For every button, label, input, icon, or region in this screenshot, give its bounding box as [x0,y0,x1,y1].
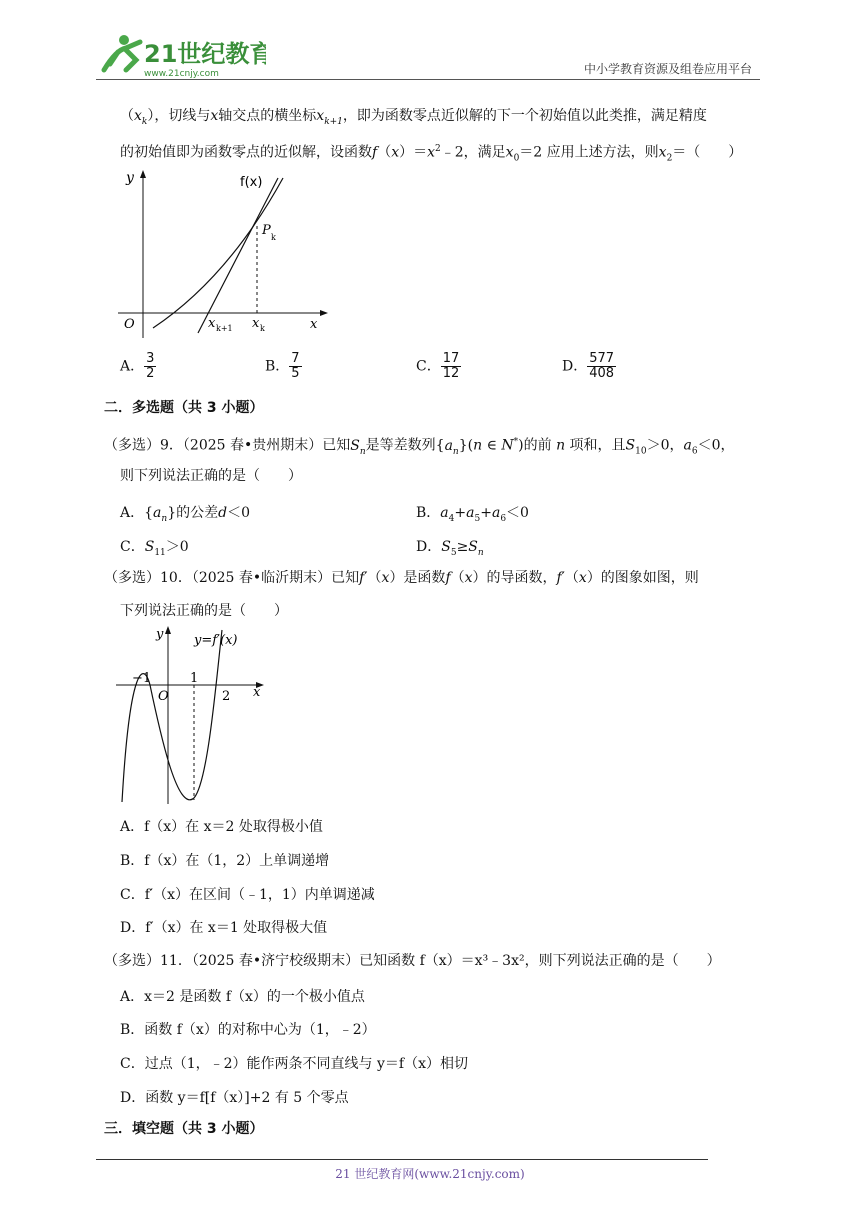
q10-line1: （多选）10．（2025 春•临沂期末）已知f′（x）是函数f（x）的导函数，f′（x）的图象如图，则 [104,570,699,586]
q8-line1: $(x_k)$，切线与x轴交点的横坐标$x_{k+1}$，即为函数零点近似解的下一个初始值以此类推，满足精度 [120,108,707,127]
section-2-title: 二．多选题（共 3 小题） [104,400,264,416]
logo [96,30,266,80]
q8-x-label: x [310,317,318,332]
q9-line1: （多选）9．（2025 春•贵州期末）已知$S_n$是等差数列$\{a_n\}(n$ ∈ N*)的前 n 项和，且$S_{10}>0$，$a_6<0$， [104,437,735,457]
header-platform-text: 中小学教育资源及组卷应用平台 [583,62,752,76]
q10-x-label: x [253,685,261,700]
q9-option-b[interactable]: B．$a_4+a_5+a_6<0$ [416,505,529,524]
q9-line2: 则下列说法正确的是（ ） [120,468,302,484]
q11-option-d[interactable]: D．函数 y＝f[f（x）]+2 有 5 个零点 [120,1090,349,1106]
q11-option-a[interactable]: A．x＝2 是函数 f（x）的一个极小值点 [120,989,365,1005]
footer-text: 21 世纪教育网(www.21cnjy.com) [335,1167,525,1181]
q8-xk1-label: x [208,316,216,331]
logo-sub: www.21cnjy.com [144,69,219,79]
q11-option-c[interactable]: C．过点（1，﹣2）能作两条不同直线与 y＝f（x）相切 [120,1056,468,1072]
q8-pk-sub: k [271,233,276,242]
q10-two-label: 2 [222,689,231,704]
q10-origin-label: O [158,689,169,704]
q8-option-b[interactable]: B． $\frac{7}{5}$ [265,351,300,381]
q8-line2: 的初始值即为函数零点的近似解，设函数$f(x)=x^2﹣2$，满足$x_0=2$ 应用上述方法，则$x_2=$（ ） [120,144,743,164]
q8-fx-label: f(x) [240,175,263,190]
q11-option-b[interactable]: B．函数 f（x）的对称中心为（1，﹣2） [120,1022,376,1038]
q9-option-c[interactable]: C．$S_{11}>0$ [120,539,189,558]
q8-option-a[interactable]: A． $\frac{3}{2}$ [120,351,155,381]
q9-option-d[interactable]: D．$S_5\ge S_n$ [416,539,484,558]
q8-origin-label: O [124,317,135,332]
q10-option-c[interactable]: C．f′（x）在区间（﹣1，1）内单调递减 [120,887,375,903]
q10-option-d[interactable]: D．f′（x）在 x＝1 处取得极大值 [120,920,328,936]
q10-option-b[interactable]: B．f（x）在（1，2）上单调递增 [120,853,330,869]
q10-option-a[interactable]: A．f（x）在 x＝2 处取得极小值 [120,819,323,835]
footer-divider [96,1159,708,1160]
q9-option-a[interactable]: A．$\{a_n\}$的公差d＜0 [120,505,251,524]
q10-line2: 下列说法正确的是（ ） [120,603,288,619]
q10-function-label: y=f′(x) [194,633,238,648]
q8-xk1-sub: k+1 [216,324,233,333]
q8-xk-sub: k [260,324,265,333]
q10-one-label: 1 [190,671,199,686]
header-divider [96,79,760,80]
q8-newton-graph [118,168,333,347]
logo-text: 21世纪教育 [144,40,266,68]
section-3-title: 三．填空题（共 3 小题） [104,1121,264,1137]
q8-pk-label: P [262,223,271,238]
q8-xk-label: x [252,316,260,331]
q11-line1: （多选）11．（2025 春•济宁校级期末）已知函数 f（x）＝x³﹣3x²，则下列说法正确的是（ ） [104,953,721,969]
q8-option-d[interactable]: D． $\frac{577}{408}$ [562,351,615,381]
q10-minus-one-label: −1 [132,671,152,686]
q8-y-label: y [126,170,134,186]
q10-y-label: y [156,627,164,642]
q10-derivative-graph [116,622,276,811]
q8-option-c[interactable]: C． $\frac{17}{12}$ [416,351,460,381]
